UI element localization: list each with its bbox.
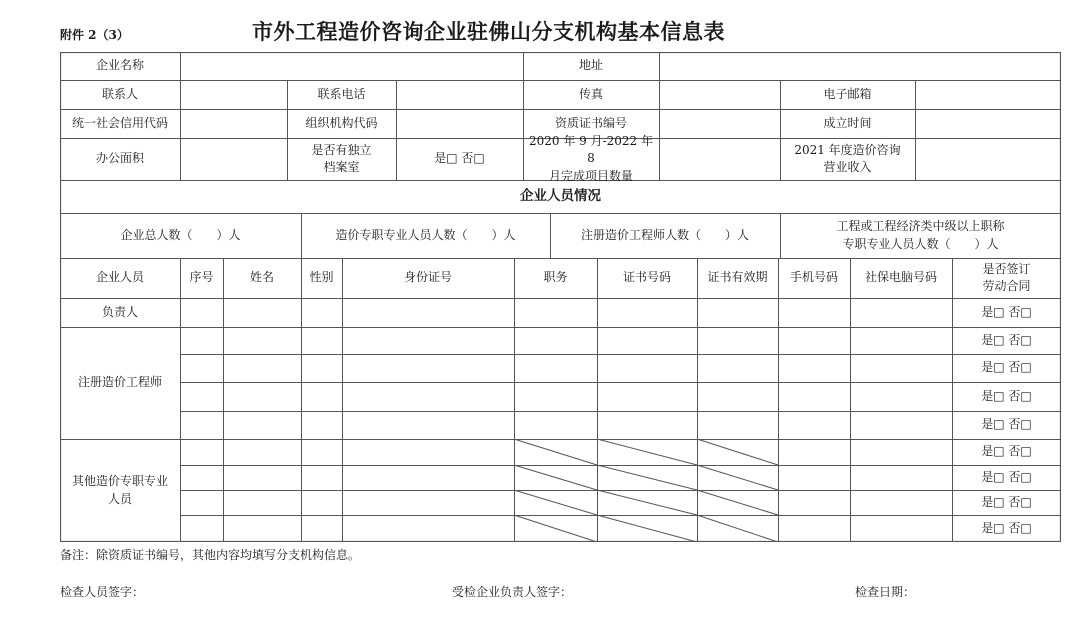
label-qualification-no: 资质证书编号: [554, 115, 627, 130]
col-mobile: 手机号码: [789, 270, 838, 285]
label-address: 地址: [578, 58, 603, 73]
label-project-count: 2020 年 9 月-2022 年 8 月完成项目数量: [528, 133, 654, 183]
company-name-field[interactable]: [180, 52, 523, 80]
contract-checkbox-row-1[interactable]: 是□ 否□: [981, 304, 1032, 319]
group-leader: 负责人: [101, 304, 138, 319]
inspector-signature-label: 检查人员签字：: [60, 585, 145, 599]
label-contact-phone: 联系电话: [317, 86, 366, 101]
group-registered-engineers: 注册造价工程师: [77, 375, 162, 390]
total-staff-count[interactable]: 企业总人数（ ）人: [120, 227, 241, 242]
staff-section-title: 企业人员情况: [520, 187, 601, 204]
project-count-field[interactable]: [659, 138, 780, 180]
label-revenue: 2021 年度造价咨询 营业收入: [794, 142, 901, 174]
label-org-code: 组织机构代码: [305, 115, 378, 130]
company-signature-label: 受检企业负责人签字：: [452, 585, 573, 599]
qualification-no-field[interactable]: [659, 109, 780, 138]
archive-room-yes-no[interactable]: 是□ 否□: [434, 151, 485, 166]
col-contract: 是否签订 劳动合同: [982, 261, 1031, 293]
label-fax: 传真: [578, 86, 603, 101]
col-category: 企业人员: [95, 270, 144, 285]
attachment-label: 附件 2（3）: [60, 28, 129, 42]
label-established: 成立时间: [823, 115, 872, 130]
label-contact-person: 联系人: [101, 86, 138, 101]
contract-checkbox-row-6[interactable]: 是□ 否□: [981, 444, 1032, 459]
contract-checkbox-row-7[interactable]: 是□ 否□: [981, 469, 1032, 484]
col-name: 姓名: [249, 270, 274, 285]
col-cert-valid: 证书有效期: [707, 270, 768, 285]
label-archive-room: 是否有独立 档案室: [311, 142, 372, 174]
contact-phone-field[interactable]: [396, 80, 523, 109]
titled-staff-count[interactable]: 工程或工程经济类中级以上职称 专职专业人员人数（ ）人: [836, 219, 1005, 251]
registered-engineer-count[interactable]: 注册造价工程师人数（ ）人: [580, 227, 749, 242]
email-field[interactable]: [915, 80, 1061, 109]
contact-person-field[interactable]: [180, 80, 287, 109]
contract-checkbox-row-5[interactable]: 是□ 否□: [981, 417, 1032, 432]
label-office-area: 办公面积: [95, 151, 144, 166]
label-company-name: 企业名称: [95, 58, 144, 73]
office-area-field[interactable]: [180, 138, 287, 180]
contract-checkbox-row-9[interactable]: 是□ 否□: [981, 520, 1032, 535]
inspection-date-label: 检查日期：: [855, 585, 916, 599]
col-gender: 性别: [309, 270, 334, 285]
address-field[interactable]: [659, 52, 1061, 80]
credit-code-field[interactable]: [180, 109, 287, 138]
col-cert-no: 证书号码: [622, 270, 671, 285]
col-id-no: 身份证号: [403, 270, 452, 285]
established-field[interactable]: [915, 109, 1061, 138]
footer-note: 备注：除资质证书编号，其他内容均填写分支机构信息。: [60, 548, 361, 562]
contract-checkbox-row-8[interactable]: 是□ 否□: [981, 494, 1032, 509]
col-seq: 序号: [189, 270, 214, 285]
info-sheet: [60, 52, 1061, 542]
form-title: 市外工程造价咨询企业驻佛山分支机构基本信息表: [252, 19, 725, 44]
contract-checkbox-row-2[interactable]: 是□ 否□: [981, 332, 1032, 347]
revenue-field[interactable]: [915, 138, 1061, 180]
label-credit-code: 统一社会信用代码: [71, 115, 168, 130]
cost-professional-count[interactable]: 造价专职专业人员人数（ ）人: [335, 227, 516, 242]
label-email: 电子邮箱: [823, 86, 872, 101]
col-social-security: 社保电脑号码: [864, 270, 937, 285]
contract-checkbox-row-4[interactable]: 是□ 否□: [981, 388, 1032, 403]
col-position: 职务: [543, 270, 568, 285]
org-code-field[interactable]: [396, 109, 523, 138]
contract-checkbox-row-3[interactable]: 是□ 否□: [981, 360, 1032, 375]
fax-field[interactable]: [659, 80, 780, 109]
group-other-professionals: 其他造价专职专业 人员: [71, 474, 168, 506]
